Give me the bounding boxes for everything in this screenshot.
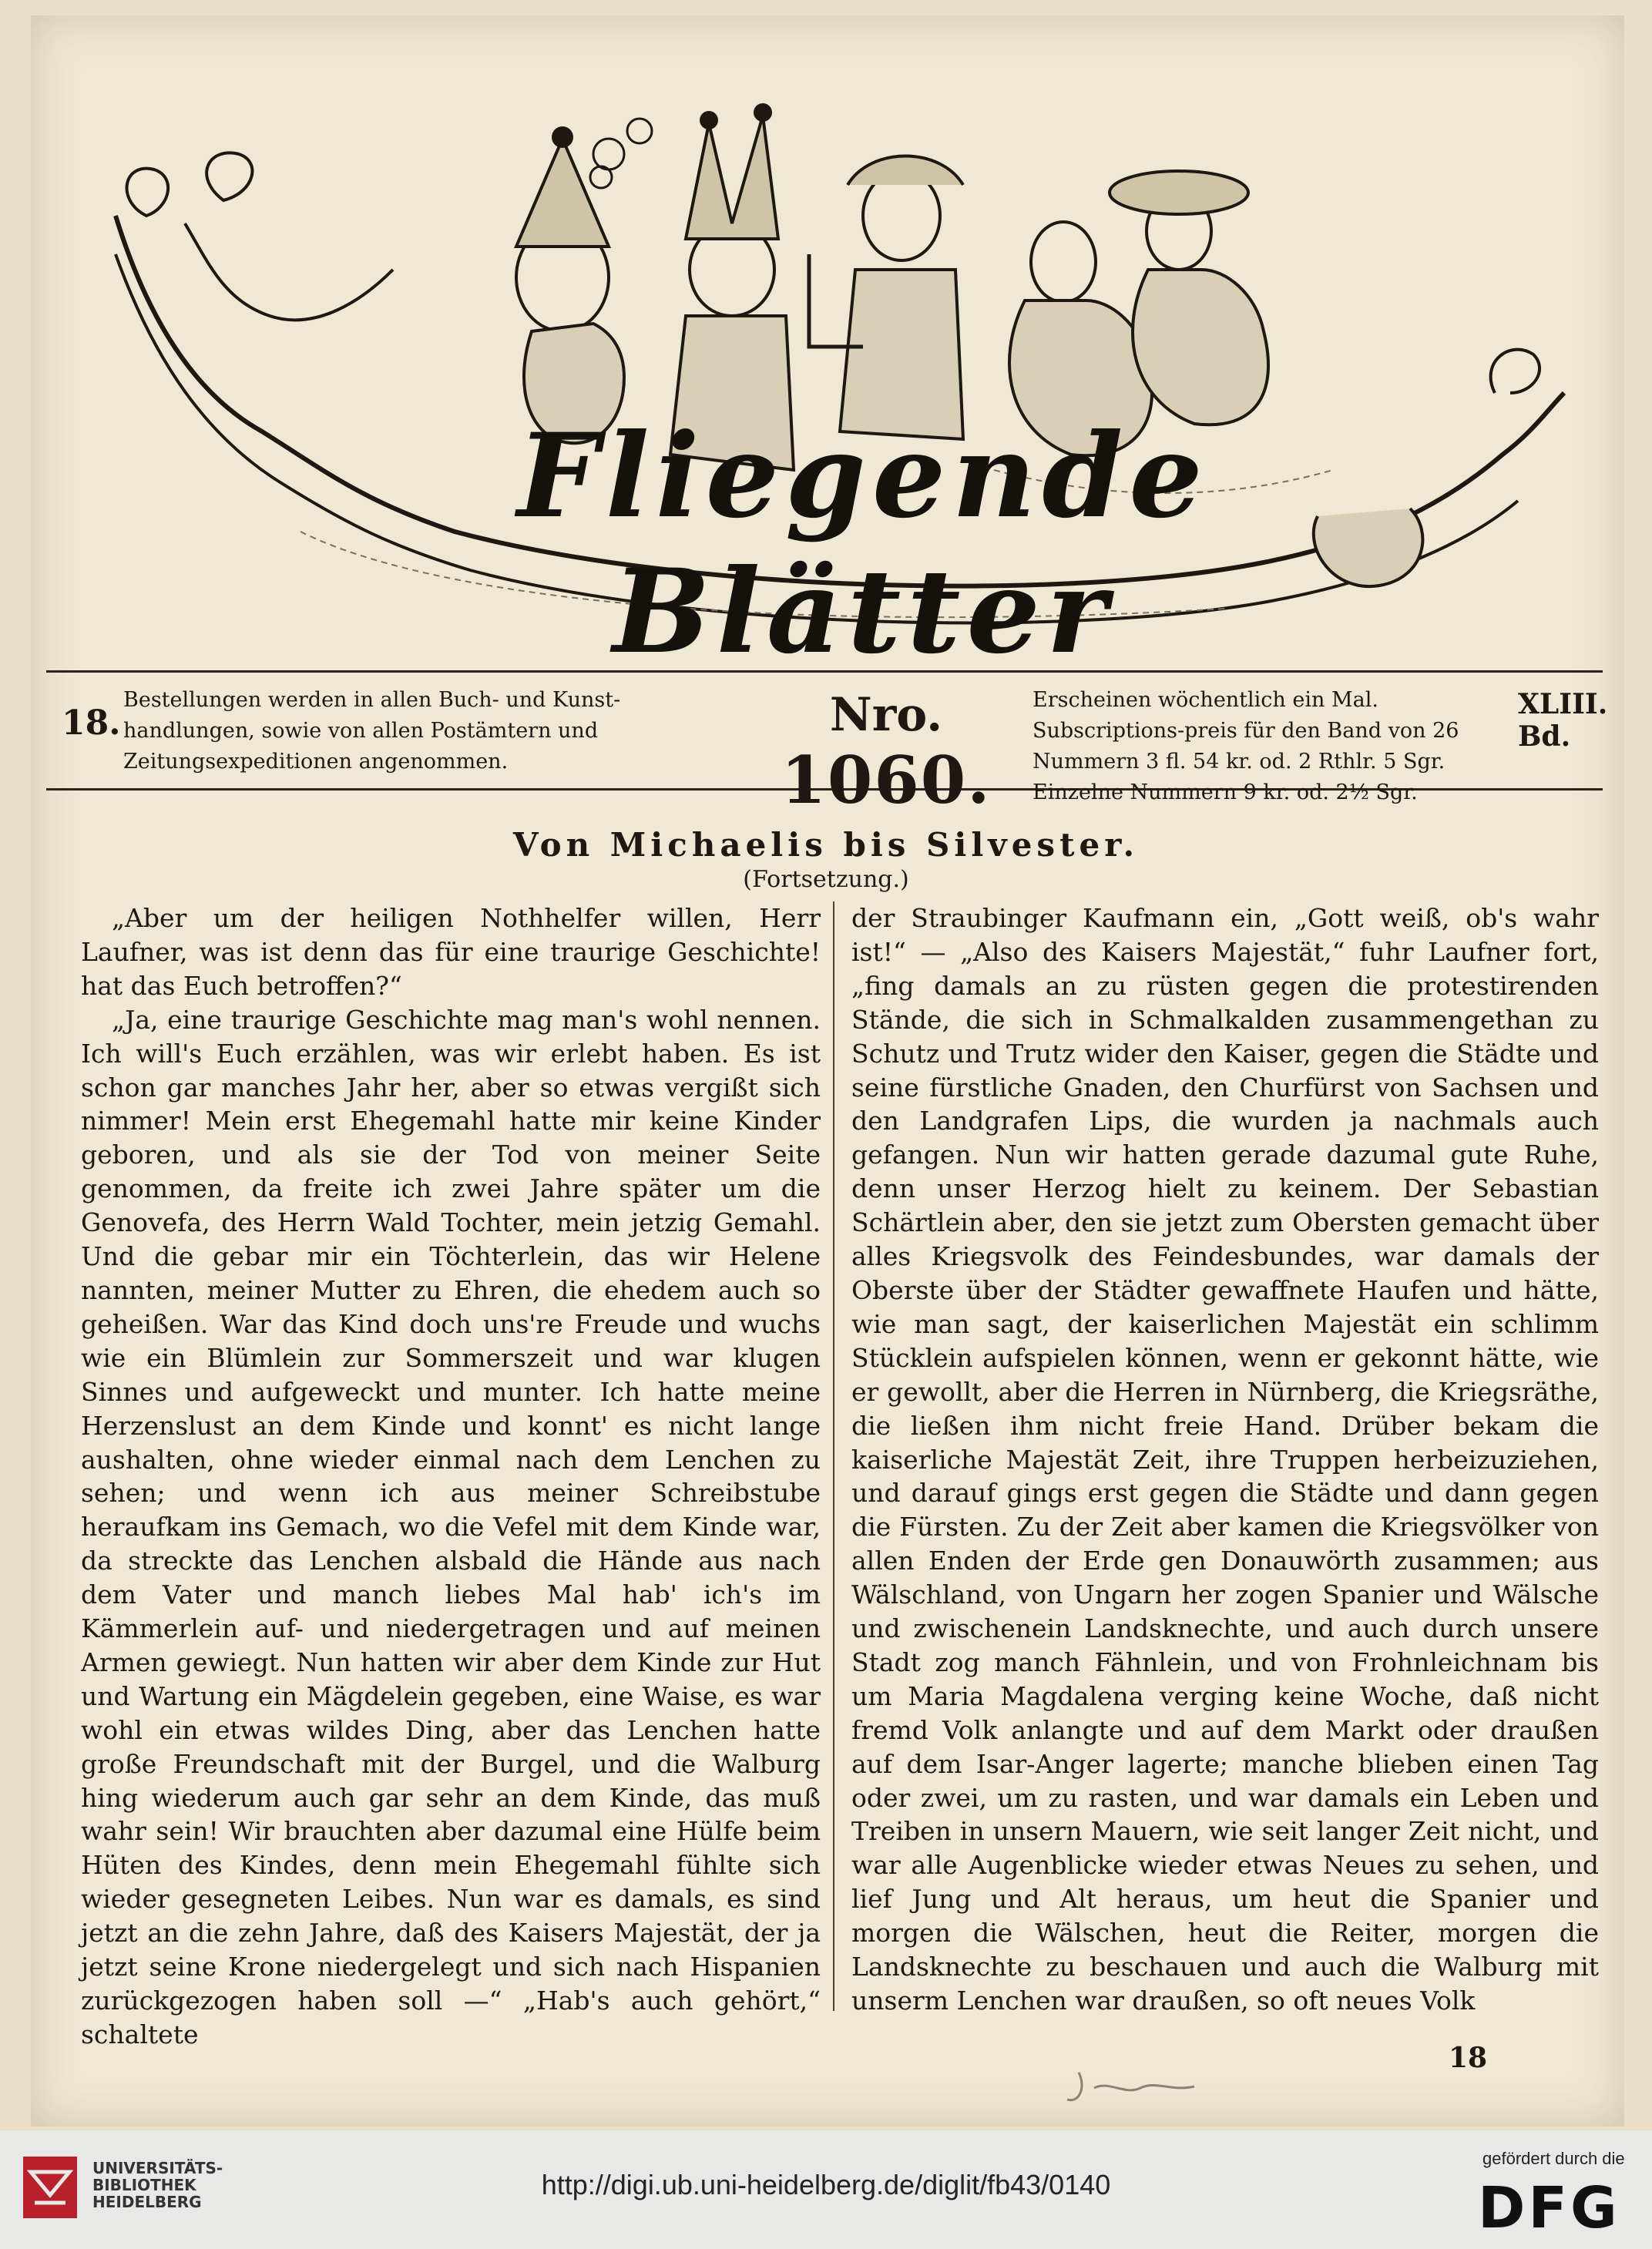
masthead [69,69,1595,680]
library-name-line: UNIVERSITÄTS- [92,2159,223,2177]
handwritten-signature [1063,2065,1217,2111]
paragraph: „Ja, eine traurige Geschichte mag man's wohl nennen. Ich will's Euch erzählen, was wir erlebt haben. Es ist schon gar manches Jahr her, aber so etwas vergißt sich nimmer! Mein erst Ehegemahl hatte mir keine Kinder geboren, und als sie der Tod von meiner Seite genommen, da freite ich zwei Jahre später um die Genovefa, des Herrn Wald Tochter, mein jetzig Gemahl. Und die gebar mir ein Töchterlein, das wir Helene nannten, meiner Mutter zu Ehren, die ehedem auch so geheißen. War das Kind doch uns're Freude und wuchs wie ein Blümlein zur Sommerszeit und war klugen Sinnes und aufgeweckt und munter. Ich hatte meine Herzenslust an dem Kinde und konnt' es nicht lange aushalten, ohne wieder einmal nach dem Lenchen zu sehen; und wenn ich aus meiner Schreibstube heraufkam ins Gemach, wo die Vefel mit dem Kinde war, da streckte das Lenchen alsbald die Hände aus nach dem Vater und manch liebes Mal hab' ich's im Kämmerlein auf- und niedergetragen und auf meinen Armen gewiegt. Nun hatten wir aber dem Kinde zur Hut und Wartung ein Mägdelein gegeben, eine Waise, es war wohl ein etwas wildes Ding, aber das Lenchen hatte große Freundschaft mit der Burgel, und die Walburg hing wiederum auch gar sehr an dem Kinde, das muß wahr sein! Wir brauchten aber dazumal eine Hülfe beim Hüten des Kindes, denn mein Ehegemahl fühlte sich wieder gesegneten Leibes. Nun war es damals, es sind jetzt an die zehn Jahre, daß des Kaisers Majestät, der ja jetzt seine Krone niedergelegt und sich nach Hispanien zurückgezogen haben soll —“ „Hab's auch gehört,“ schaltete [81,1004,821,2049]
article-title: Von Michaelis bis Silvester. [512,826,1140,864]
column-divider [833,901,834,2011]
paragraph: der Straubinger Kaufmann ein, „Gott weiß, ob's wahr ist!“ — „Also des Kaisers Majestät,“ fuhr Laufner fort, „fing damals an zu rüsten gegen die protestirenden Stände, die sich in Schmalkalden zusammengethan zu Schutz und Trutz wider den Kaiser, gegen die Städte und seine fürstliche Gnaden, den Churfürst von Sachsen und den Landgrafen Lips, die wurden ja nachmals auch gefangen. Nun wir hatten gerade dazumal gute Ruhe, denn unser Herzog hielt zu keinem. Der Sebastian Schärtlein aber, den sie jetzt zum Obersten gemacht über alles Kriegsvolk des Feindesbundes, war damals der Oberste über der Städter gewaffnete Haufen und hätte, wie man sagt, der kaiserlichen Majestät ein schlimm Stücklein aufspielen können, wenn er gekonnt hätte, wie er gewollt, aber die Herren in Nürnberg, die Kriegsräthe, die ließen ihm nicht freie Hand. Drüber bekam die kaiserliche Majestät Zeit, ihre Truppen herbeizuziehen, und darauf gings erst gegen die Städte und dann gegen die Fürsten. Zu der Zeit aber kamen die Kriegsvölker von allen Enden der Erde gen Donauwörth zusammen; aus Wälschland, von Ungarn her zogen Spanier und Wälsche und zwischenein Landsknechte, und auch durch unsere Stadt zog manch Fähnlein, und von Frohnleichnam bis um Maria Magdalena verging keine Woche, daß nicht fremd Volk anlangte und auf dem Markt oder draußen auf dem Isar-Anger lagerte; manche blieben einen Tag oder zwei, um zu rasten, und war damals ein Leben und Treiben in unsern Mauern, wie seit langer Zeit nicht, und war alle Augenblicke wieder etwas Neues zu sehen, und lief Jung und Alt heraus, um heut die Spanier und morgen die Wälschen, heut die Reiter, morgen die Landsknechte zu beschauen und auch die Walburg mit unserm Lenchen war draußen, so oft neues Volk [851,903,1599,2016]
digitization-footer [0,2130,1652,2249]
volume-label: XLIII. Bd. [1518,688,1608,753]
issue-number-prefix: Nro. [829,688,943,742]
issue-number [732,688,1040,818]
article-column-left [81,901,821,2052]
dfg-logo: DFG [1478,2175,1620,2241]
article-column-right [851,901,1599,2018]
subscription-note: Erscheinen wöchentlich ein Mal. Subscriptions-preis für den Band von 26 Nummern 3 fl. 54 kr. od. 2 Rthlr. 5 Sgr. Einzelne Nummern 9 kr. od. 2½ Sgr. [1032,688,1459,804]
issue-info-bar [46,670,1608,818]
library-name-line: HEIDELBERG [92,2193,202,2211]
paragraph: „Aber um der heiligen Nothhelfer willen, Herr Laufner, was ist denn das für eine traurige Geschichte! hat das Euch betroffen?“ [81,903,821,1001]
page-number: 18 [1449,2042,1488,2074]
ordering-note: Bestellungen werden in allen Buch- und Kunst-handlungen, sowie von allen Postämtern und Zeitungsexpeditionen angenommen. [123,688,621,774]
issue-number-value: 1060. [781,742,992,818]
issue-number-left: 18. [62,703,121,743]
library-name-line: BIBLIOTHEK [92,2176,196,2194]
masthead-title: Fliegende Blätter [517,408,1209,680]
funding-label: gefördert durch die [1482,2149,1625,2168]
source-url-link[interactable]: http://digi.ub.uni-heidelberg.de/diglit/fb43/0140 [541,2169,1111,2200]
article-subtitle: (Fortsetzung.) [743,866,909,893]
